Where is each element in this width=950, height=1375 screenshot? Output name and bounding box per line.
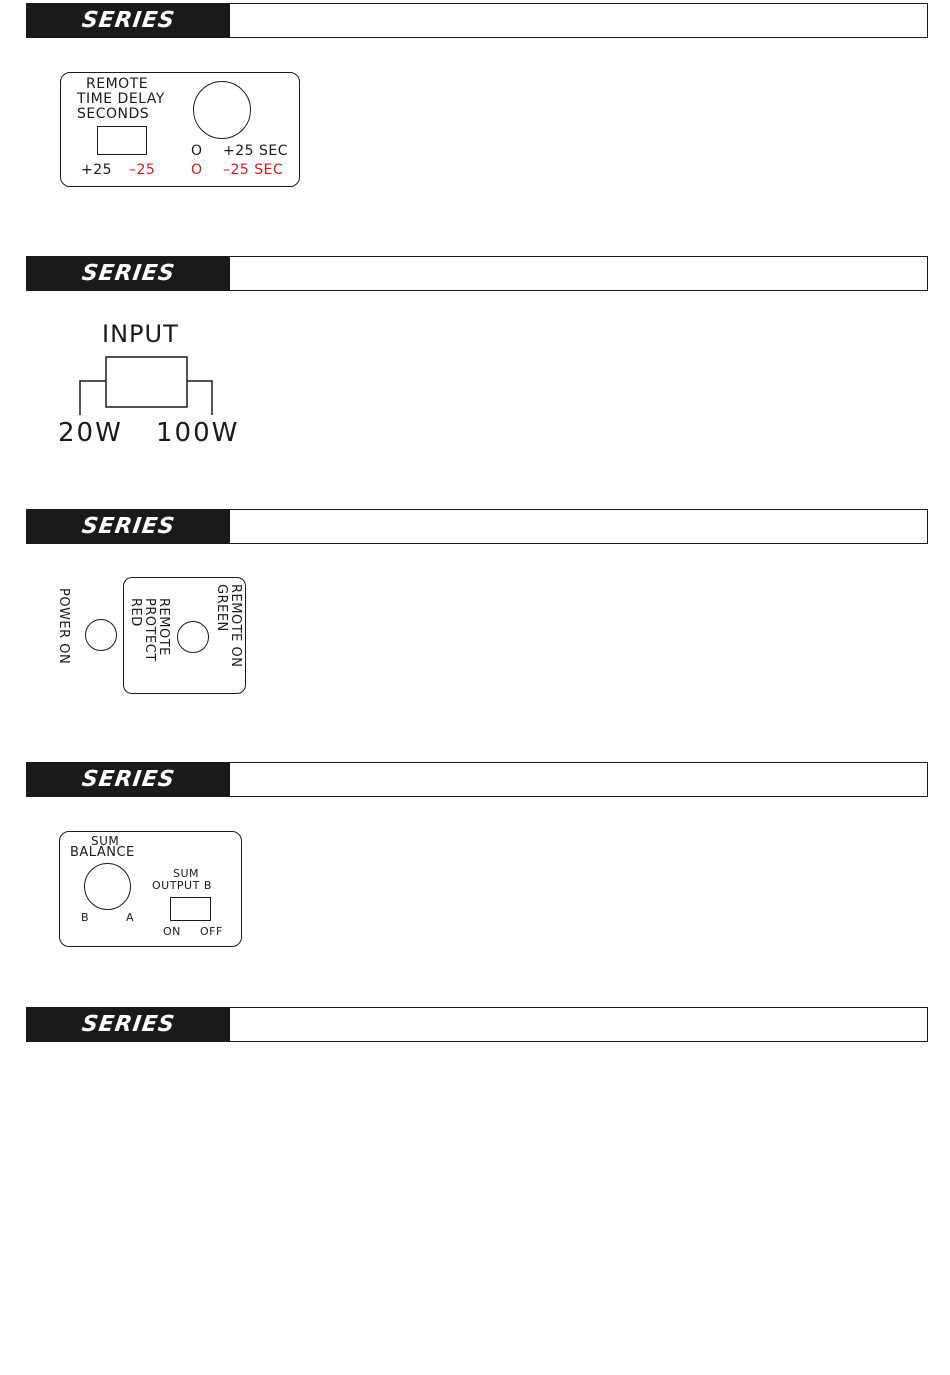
power-on-label: POWER ON xyxy=(56,588,71,665)
balance-label: BALANCE xyxy=(70,845,135,860)
sum-output-b-label: OUTPUT B xyxy=(152,879,212,892)
power-on-led xyxy=(85,619,117,651)
remote-label: REMOTE xyxy=(86,76,149,92)
minus-25-sec-label: –25 SEC xyxy=(223,162,284,178)
series-header-5 xyxy=(26,1007,928,1042)
series-header-3 xyxy=(26,509,928,544)
balance-knob[interactable] xyxy=(84,863,131,910)
delay-switch[interactable] xyxy=(97,126,147,155)
remote-led xyxy=(177,621,209,653)
sum-output-sum-label: SUM xyxy=(173,867,200,880)
series-label: SERIES xyxy=(80,1012,177,1037)
input-title: INPUT xyxy=(102,320,179,348)
zero-label: O xyxy=(191,143,203,159)
series-tab xyxy=(27,4,230,37)
delay-knob[interactable] xyxy=(193,81,251,139)
series-header-4 xyxy=(26,762,928,797)
remote-protect-label: REMOTE PROTECT RED xyxy=(128,598,171,662)
b-label: B xyxy=(81,911,90,924)
series-tab xyxy=(27,257,230,290)
series-label: SERIES xyxy=(80,514,177,539)
series-tab xyxy=(27,1008,230,1041)
input-selector-diagram xyxy=(70,355,230,420)
series-label: SERIES xyxy=(80,261,177,286)
series-header-1 xyxy=(26,3,928,38)
plus-25-label: +25 xyxy=(81,162,113,178)
series-header-2 xyxy=(26,256,928,291)
series-label: SERIES xyxy=(80,767,177,792)
series-tab xyxy=(27,510,230,543)
sum-balance-panel xyxy=(59,831,242,947)
remote-led-panel xyxy=(123,577,246,694)
a-label: A xyxy=(126,911,135,924)
remote-time-delay-panel xyxy=(60,72,300,187)
time-delay-label: TIME DELAY xyxy=(77,91,165,107)
series-label: SERIES xyxy=(80,8,177,33)
remote-on-label: REMOTE ON GREEN xyxy=(214,584,243,668)
seconds-label: SECONDS xyxy=(77,106,150,122)
plus-25-sec-label: +25 SEC xyxy=(223,143,289,159)
off-label: OFF xyxy=(200,925,223,938)
100w-label: 100W xyxy=(156,418,240,448)
right-lead-line xyxy=(187,381,212,415)
minus-25-label: –25 xyxy=(129,162,156,178)
sum-output-switch[interactable] xyxy=(170,897,211,921)
series-tab xyxy=(27,763,230,796)
zero-red-label: O xyxy=(191,162,203,178)
on-label: ON xyxy=(163,925,181,938)
20w-label: 20W xyxy=(58,418,123,448)
left-lead-line xyxy=(80,381,106,415)
input-switch-box xyxy=(106,357,187,407)
sum-label: SUM xyxy=(91,834,120,848)
